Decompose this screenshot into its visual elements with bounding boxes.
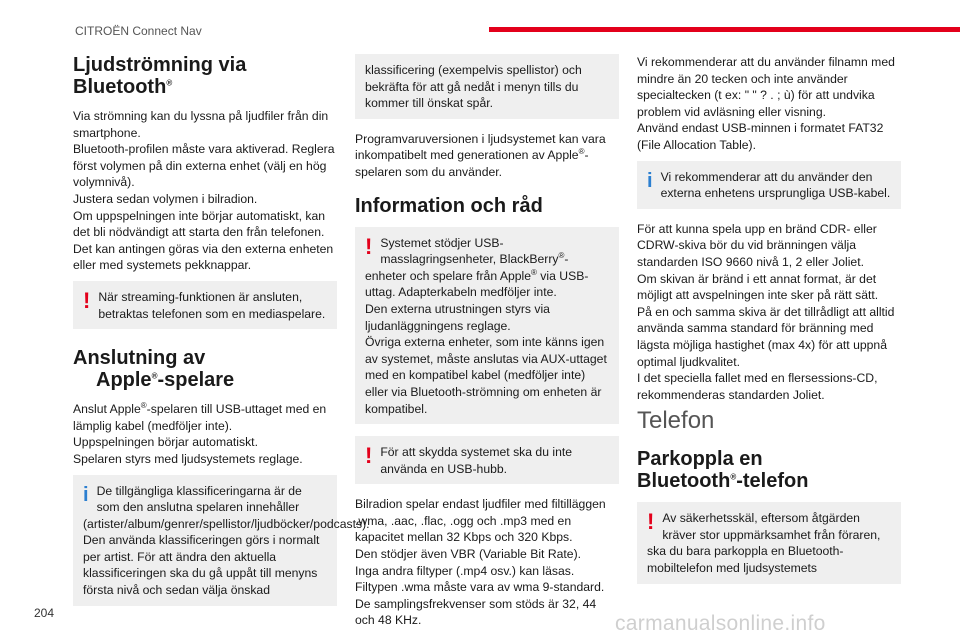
info-icon: i [83,483,89,506]
warning-text: Av säkerhetsskäl, eftersom åtgärden kräver stor uppmärksamhet från föraren, ska du bara parkoppla en Bluetooth-mobiltelefon med ljudsystemets [647,511,881,576]
info-text: Vi rekommenderar att du använder den externa enhetens ursprungliga USB-kabel. [660,169,891,201]
paragraph: För att kunna spela upp en bränd CDR- eller CDRW-skiva bör du vid bränningen välja standarden ISO 9660 nivå 1, 2 eller Joliet. [637,221,877,269]
column-2 [355,54,619,636]
paragraph: Filtypen .wma måste vara av wma 9-standard. [355,580,605,595]
warning-text: När streaming-funktionen är ansluten, betraktas telefonen som en mediaspelare. [98,289,326,321]
warning-box [355,227,619,425]
info-text: klassificering (exempelvis spellistor) och bekräfta för att gå nedåt i menyn tills du kommer till önskat spår. [365,63,582,111]
warning-box [73,281,337,329]
paragraph: De samplingsfrekvenser som stöds är 32, 44 och 48 KHz. [355,596,597,628]
warning-box [637,502,901,583]
info-icon: i [647,169,653,192]
registered-mark: ® [531,267,537,277]
warning-text: Övriga externa enheter, som inte känns igen av systemet, måste anslutas via AUX-uttaget med en kompatibel kabel (medföljer inte) eller via Bluetooth-strömning om enheten är kompatibel. [365,335,607,416]
column-1 [73,54,370,618]
registered-mark: ® [166,78,173,88]
paragraph: Den stödjer även VBR (Variable Bit Rate). [355,547,582,562]
paragraph: Anslut Apple®-spelaren till USB-uttaget med en lämplig kabel (medföljer inte). [73,401,327,433]
heading-text: -telefon [736,470,809,493]
warning-icon: ! [83,287,91,313]
heading-pair-phone [637,448,901,492]
paragraph: Inga andra filtyper (.mp4 osv.) kan läsas. [355,563,575,578]
paragraph: Programvaruversionen i ljudsystemet kan vara inkompatibelt med generationen av Apple®-spelaren som du använder. [355,131,606,179]
page-number: 204 [34,606,55,620]
info-text: Den använda klassificeringen görs i normalt per artist. För att ändra den aktuella klassificeringen ska du gå uppåt till menyns första nivå och sedan välja önskad [83,533,320,598]
paragraph: Uppspelningen börjar automatiskt. [73,435,258,450]
paragraph: Justera sedan volymen i bilradion. [73,191,258,206]
warning-text: För att skydda systemet ska du inte använda en USB-hubb. [380,445,573,476]
registered-mark: ® [578,147,585,157]
info-text: De tillgängliga klassificeringarna är de som den anslutna spelaren innehåller (artister/album/genrer/spellistor/ljudböcker/podcasts). [83,483,370,531]
paragraph: I det speciella fallet med en flersessions-CD, rekommenderas standarden Joliet. [637,371,878,402]
paragraph: Om skivan är bränd i ett annat format, är det möjligt att avspelningen inte sker på rätt sätt. [637,271,879,303]
warning-text: Den externa utrustningen styrs via ljudanläggningens reglage. [365,301,550,333]
paragraph: Använd endast USB-minnen i formatet FAT32 (File Allocation Table). [637,121,884,152]
warning-icon: ! [365,233,373,259]
heading-text: Bluetooth [73,76,167,98]
section-title-telefon: Telefon [637,407,715,435]
heading-apple-connection [73,347,337,391]
heading-bluetooth-streaming [73,54,337,98]
registered-mark: ® [151,371,158,381]
heading-text: -spelare [157,369,235,392]
paragraph: Bluetooth-profilen måste vara aktiverad. Reglera först volymen på din externa enhet (välj en hög volymnivå). [73,142,335,190]
paragraph: Via strömning kan du lyssna på ljudfiler från din smartphone. [73,109,329,140]
heading-text: Apple [96,369,152,392]
heading-text: Bluetooth [637,470,731,493]
registered-mark: ® [730,472,737,482]
heading-text: Ljudströmning via [73,54,247,76]
heading-text: Anslutning av [73,347,206,370]
watermark: carmanualsonline.info [615,612,826,635]
info-box [637,161,901,209]
heading-text: Parkoppla en [637,448,763,471]
heading-information-advice: Information och råd [355,194,543,217]
registered-mark: ® [558,251,565,261]
warning-box [355,436,619,484]
paragraph: Spelaren styrs med ljudsystemets reglage. [73,451,303,466]
running-header: CITROËN Connect Nav [75,24,202,38]
info-box-continued [355,54,619,119]
warning-icon: ! [365,443,373,469]
header-accent-bar [489,27,960,32]
paragraph: Vi rekommenderar att du använder filnamn med mindre än 20 tecken och inte använder specialtecken (t ex: " " ? . ; ù) för att undvika problem vid avläsning eller visning. [637,55,895,119]
paragraph: Det kan antingen göras via den externa enheten eller med systemets pekknappar. [73,241,334,273]
paragraph: På en och samma skiva är det tillrådligt att alltid använda samma standard för bränning med lägsta möjliga hastighet (max 4x) för att uppnå optimal ljudkvalitet. [637,304,895,369]
registered-mark: ® [140,401,147,411]
warning-text: Systemet stödjer USB-masslagringsenheter, BlackBerry®-enheter och spelare från Apple® via USB-uttag. Adapterkabeln medföljer inte. [365,235,589,300]
warning-icon: ! [647,509,655,535]
info-box [73,475,370,606]
paragraph: Bilradion spelar endast ljudfiler med filtilläggen .wma, .aac, .flac, .ogg och .mp3 med en kapacitet mellan 32 Kbps och 320 Kbps. [355,497,606,545]
column-3 [637,54,901,596]
paragraph: Om uppspelningen inte börjar automatiskt, kan det bli nödvändigt att starta den från telefonen. [73,208,326,240]
